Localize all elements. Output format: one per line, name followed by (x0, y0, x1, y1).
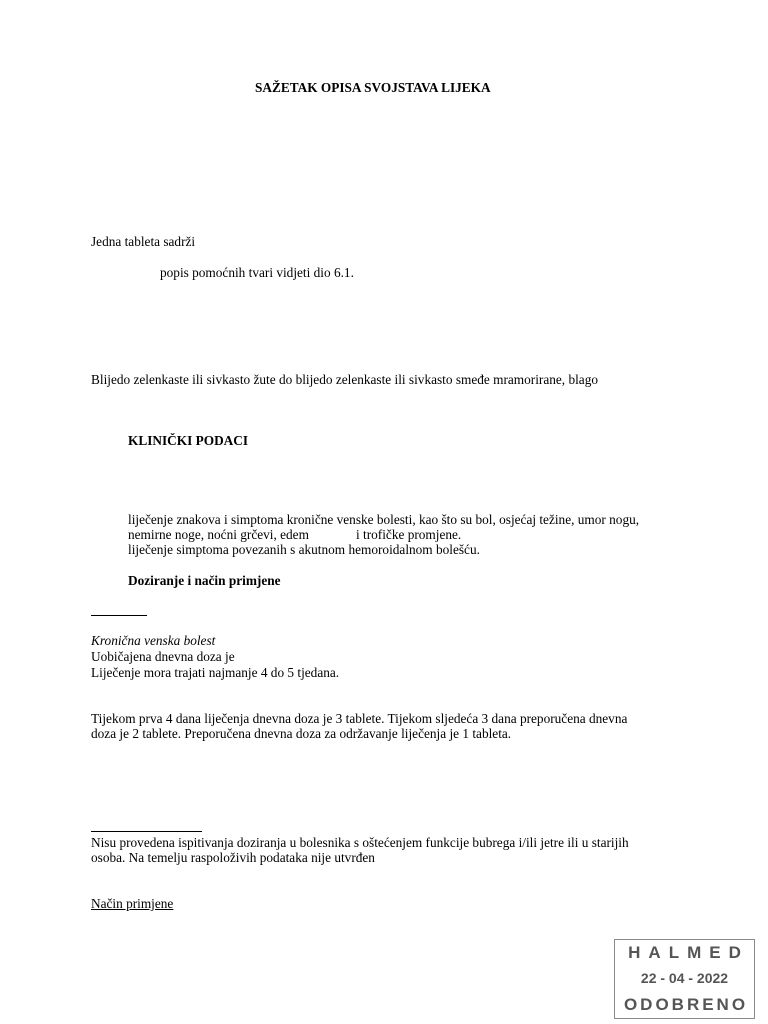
special-line-1: Nisu provedena ispitivanja doziranja u bolesnika s oštećenjem funkcije bubrega i/ili jetre ili u starijih (91, 835, 629, 850)
hemorrhoid-line-1: Tijekom prva 4 dana liječenja dnevna doza je 3 tablete. Tijekom sljedeća 3 dana preporučena dnevna (91, 711, 628, 726)
indication-line-2a: nemirne noge, noćni grčevi, edem (128, 527, 309, 542)
clinical-heading: KLINIČKI PODACI (128, 433, 249, 448)
indication-line-1: liječenje znakova i simptoma kronične venske bolesti, kao što su bol, osjećaj težine, umor nogu, (128, 512, 640, 527)
stamp-status: ODOBRENO (623, 995, 749, 1014)
indication-line-3: liječenje simptoma povezanih s akutnom hemoroidalnom bolešću. (128, 542, 480, 557)
approval-stamp (614, 939, 755, 1019)
excipients-line: popis pomoćnih tvari vidjeti dio 6.1. (160, 265, 354, 280)
indication-line-2b: i trofičke promjene. (356, 527, 462, 542)
administration-heading: Način primjene (91, 896, 174, 911)
dosing-heading: Doziranje i način primjene (128, 573, 281, 588)
hemorrhoid-line-2: doza je 2 tablete. Preporučena dnevna doza za održavanje liječenja je 1 tableta. (91, 726, 512, 741)
chronic-line-2: Liječenje mora trajati najmanje 4 do 5 tjedana. (91, 665, 340, 680)
chronic-line-1: Uobičajena dnevna doza je (91, 649, 235, 664)
stamp-date: 22 - 04 - 2022 (640, 970, 729, 986)
dosing-divider (91, 615, 147, 616)
special-divider (91, 831, 202, 832)
chronic-subheading: Kronična venska bolest (91, 633, 216, 648)
appearance-line: Blijedo zelenkaste ili sivkasto žute do blijedo zelenkaste ili sivkasto smeđe mramorirane, blago (91, 372, 598, 387)
document-title: SAŽETAK OPISA SVOJSTAVA LIJEKA (255, 80, 491, 95)
composition-line: Jedna tableta sadrži (91, 234, 196, 249)
stamp-agency: HALMED (628, 943, 749, 962)
special-line-2: osoba. Na temelju raspoloživih podataka nije utvrđen (91, 850, 375, 865)
